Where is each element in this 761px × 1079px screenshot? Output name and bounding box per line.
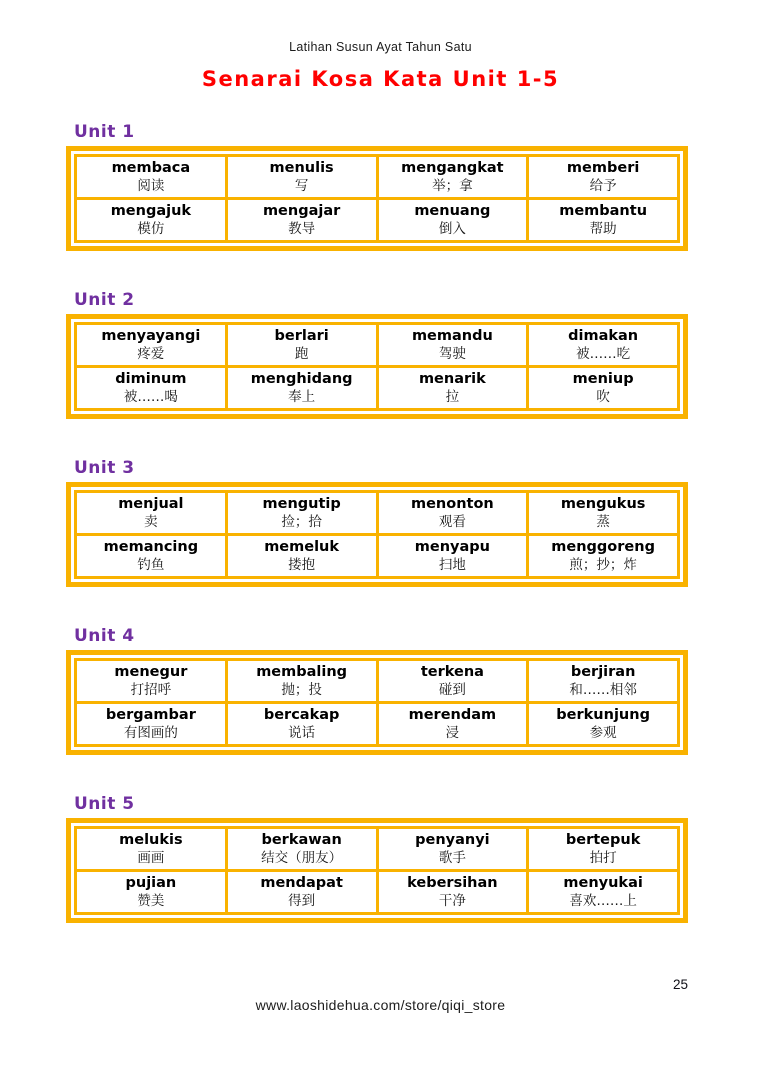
vocab-cell bbox=[528, 871, 679, 914]
chinese-translation: 观看 bbox=[438, 514, 466, 530]
chinese-translation: 干净 bbox=[438, 893, 466, 909]
malay-word: mengajuk bbox=[110, 203, 192, 219]
vocab-cell bbox=[76, 828, 227, 871]
chinese-translation: 模仿 bbox=[137, 221, 165, 237]
unit-section bbox=[66, 290, 688, 419]
chinese-translation: 跑 bbox=[294, 346, 309, 362]
vocab-table bbox=[74, 826, 680, 915]
vocab-cell bbox=[76, 492, 227, 535]
table-row bbox=[76, 492, 679, 535]
vocab-cell bbox=[76, 324, 227, 367]
malay-word: berlari bbox=[274, 328, 329, 344]
malay-word: mengangkat bbox=[401, 160, 504, 176]
vocab-cell bbox=[226, 703, 377, 746]
vocab-cell bbox=[377, 492, 528, 535]
malay-word: kebersihan bbox=[407, 875, 498, 891]
footer-url: www.laoshidehua.com/store/qiqi_store bbox=[255, 997, 506, 1013]
vocab-cell bbox=[76, 660, 227, 703]
vocab-cell bbox=[377, 703, 528, 746]
page-title: Senarai Kosa Kata Unit 1-5 bbox=[201, 67, 560, 91]
vocab-cell bbox=[76, 367, 227, 410]
vocab-table bbox=[74, 490, 680, 579]
unit-section bbox=[66, 626, 688, 755]
malay-word: berkawan bbox=[261, 832, 342, 848]
vocab-cell bbox=[377, 871, 528, 914]
vocab-cell bbox=[528, 535, 679, 578]
vocab-cell bbox=[76, 703, 227, 746]
vocab-cell bbox=[76, 871, 227, 914]
vocab-table bbox=[74, 322, 680, 411]
vocab-cell bbox=[377, 828, 528, 871]
vocab-cell bbox=[226, 324, 377, 367]
malay-word: memberi bbox=[566, 160, 640, 176]
unit-label: Unit 4 bbox=[74, 626, 135, 646]
vocab-table bbox=[74, 154, 680, 243]
malay-word: menjual bbox=[118, 496, 184, 512]
malay-word: mengajar bbox=[262, 203, 341, 219]
chinese-translation: 喜欢……上 bbox=[569, 893, 637, 909]
chinese-translation: 结交（朋友） bbox=[261, 850, 343, 866]
malay-word: melukis bbox=[119, 832, 183, 848]
unit-label: Unit 5 bbox=[74, 794, 135, 814]
vocab-cell bbox=[226, 660, 377, 703]
chinese-translation: 教导 bbox=[288, 221, 316, 237]
chinese-translation: 赞美 bbox=[137, 893, 165, 909]
chinese-translation: 吹 bbox=[596, 389, 610, 405]
vocab-cell bbox=[76, 156, 227, 199]
chinese-translation: 被……吃 bbox=[576, 346, 631, 362]
vocab-cell bbox=[377, 199, 528, 242]
malay-word: penyanyi bbox=[415, 832, 490, 848]
unit-section bbox=[66, 458, 688, 587]
table-row bbox=[76, 828, 679, 871]
vocab-cell bbox=[528, 492, 679, 535]
malay-word: mendapat bbox=[260, 875, 343, 891]
malay-word: meniup bbox=[572, 371, 634, 387]
vocab-cell bbox=[226, 492, 377, 535]
chinese-translation: 有图画的 bbox=[123, 725, 178, 741]
malay-word: memeluk bbox=[264, 539, 340, 555]
unit-section bbox=[66, 122, 688, 251]
chinese-translation: 疼爱 bbox=[137, 346, 165, 362]
vocab-cell bbox=[528, 156, 679, 199]
malay-word: dimakan bbox=[568, 328, 639, 344]
malay-word: memandu bbox=[411, 328, 493, 344]
malay-word: menyapu bbox=[414, 539, 490, 555]
chinese-translation: 帮助 bbox=[589, 221, 617, 237]
vocab-table-frame bbox=[66, 146, 688, 251]
table-row bbox=[76, 367, 679, 410]
malay-word: berkunjung bbox=[556, 707, 650, 723]
chinese-translation: 举；拿 bbox=[432, 178, 473, 194]
chinese-translation: 歌手 bbox=[438, 850, 466, 866]
vocab-cell bbox=[226, 199, 377, 242]
malay-word: bertepuk bbox=[565, 832, 641, 848]
chinese-translation: 蒸 bbox=[596, 514, 610, 530]
chinese-translation: 抛；投 bbox=[281, 682, 322, 698]
vocab-table-frame bbox=[66, 482, 688, 587]
vocab-table-frame bbox=[66, 650, 688, 755]
chinese-translation: 捡；拾 bbox=[281, 514, 322, 530]
table-row bbox=[76, 535, 679, 578]
chinese-translation: 倒入 bbox=[438, 221, 466, 237]
vocab-cell bbox=[377, 324, 528, 367]
vocab-cell bbox=[528, 199, 679, 242]
chinese-translation: 拍打 bbox=[589, 850, 617, 866]
vocab-table-frame bbox=[66, 314, 688, 419]
malay-word: pujian bbox=[125, 875, 177, 891]
malay-word: bercakap bbox=[263, 707, 340, 723]
unit-label: Unit 2 bbox=[74, 290, 135, 310]
doc-subtitle: Latihan Susun Ayat Tahun Satu bbox=[289, 40, 472, 54]
vocab-cell bbox=[226, 535, 377, 578]
vocab-cell bbox=[377, 535, 528, 578]
malay-word: menyayangi bbox=[101, 328, 201, 344]
chinese-translation: 钓鱼 bbox=[137, 557, 165, 573]
chinese-translation: 拉 bbox=[445, 389, 460, 405]
unit-label: Unit 3 bbox=[74, 458, 135, 478]
table-row bbox=[76, 871, 679, 914]
vocab-cell bbox=[528, 828, 679, 871]
vocab-cell bbox=[377, 660, 528, 703]
chinese-translation: 扫地 bbox=[438, 557, 466, 573]
malay-word: membantu bbox=[559, 203, 648, 219]
vocab-cell bbox=[226, 156, 377, 199]
chinese-translation: 和……相邻 bbox=[569, 682, 637, 698]
unit-section bbox=[66, 794, 688, 923]
unit-label: Unit 1 bbox=[74, 122, 135, 142]
table-row bbox=[76, 199, 679, 242]
chinese-translation: 参观 bbox=[589, 725, 617, 741]
vocab-cell bbox=[377, 367, 528, 410]
malay-word: menulis bbox=[269, 160, 334, 176]
chinese-translation: 被……喝 bbox=[123, 389, 178, 405]
malay-word: menarik bbox=[418, 371, 486, 387]
chinese-translation: 奉上 bbox=[288, 389, 316, 405]
chinese-translation: 说话 bbox=[288, 725, 316, 741]
vocab-table bbox=[74, 658, 680, 747]
malay-word: membaca bbox=[111, 160, 191, 176]
malay-word: menegur bbox=[114, 664, 188, 680]
chinese-translation: 画画 bbox=[137, 850, 165, 866]
vocab-cell bbox=[76, 199, 227, 242]
vocab-cell bbox=[226, 828, 377, 871]
chinese-translation: 得到 bbox=[288, 893, 316, 909]
chinese-translation: 浸 bbox=[445, 725, 460, 741]
vocab-cell bbox=[226, 367, 377, 410]
malay-word: menyukai bbox=[563, 875, 643, 891]
malay-word: menuang bbox=[414, 203, 491, 219]
page-number: 25 bbox=[672, 977, 688, 992]
malay-word: menghidang bbox=[250, 371, 353, 387]
malay-word: mengukus bbox=[560, 496, 646, 512]
malay-word: menonton bbox=[410, 496, 494, 512]
vocab-cell bbox=[528, 660, 679, 703]
malay-word: berjiran bbox=[570, 664, 636, 680]
malay-word: menggoreng bbox=[551, 539, 655, 555]
table-row bbox=[76, 703, 679, 746]
chinese-translation: 写 bbox=[294, 178, 309, 194]
table-row bbox=[76, 324, 679, 367]
malay-word: diminum bbox=[115, 371, 187, 387]
chinese-translation: 碰到 bbox=[438, 682, 466, 698]
vocab-cell bbox=[76, 535, 227, 578]
malay-word: bergambar bbox=[105, 707, 196, 723]
vocab-cell bbox=[528, 367, 679, 410]
malay-word: merendam bbox=[408, 707, 497, 723]
vocab-table-frame bbox=[66, 818, 688, 923]
vocab-cell bbox=[377, 156, 528, 199]
malay-word: memancing bbox=[103, 539, 199, 555]
chinese-translation: 搂抱 bbox=[288, 557, 316, 573]
malay-word: terkena bbox=[420, 664, 484, 680]
units-container bbox=[66, 122, 688, 962]
table-row bbox=[76, 156, 679, 199]
vocab-cell bbox=[528, 324, 679, 367]
malay-word: mengutip bbox=[262, 496, 341, 512]
chinese-translation: 给予 bbox=[589, 178, 617, 194]
chinese-translation: 煎；抄；炸 bbox=[569, 557, 637, 573]
chinese-translation: 阅读 bbox=[137, 178, 165, 194]
table-row bbox=[76, 660, 679, 703]
vocab-cell bbox=[528, 703, 679, 746]
chinese-translation: 卖 bbox=[144, 514, 158, 530]
vocab-cell bbox=[226, 871, 377, 914]
chinese-translation: 打招呼 bbox=[130, 682, 172, 698]
malay-word: membaling bbox=[256, 664, 348, 680]
chinese-translation: 驾驶 bbox=[438, 346, 466, 362]
